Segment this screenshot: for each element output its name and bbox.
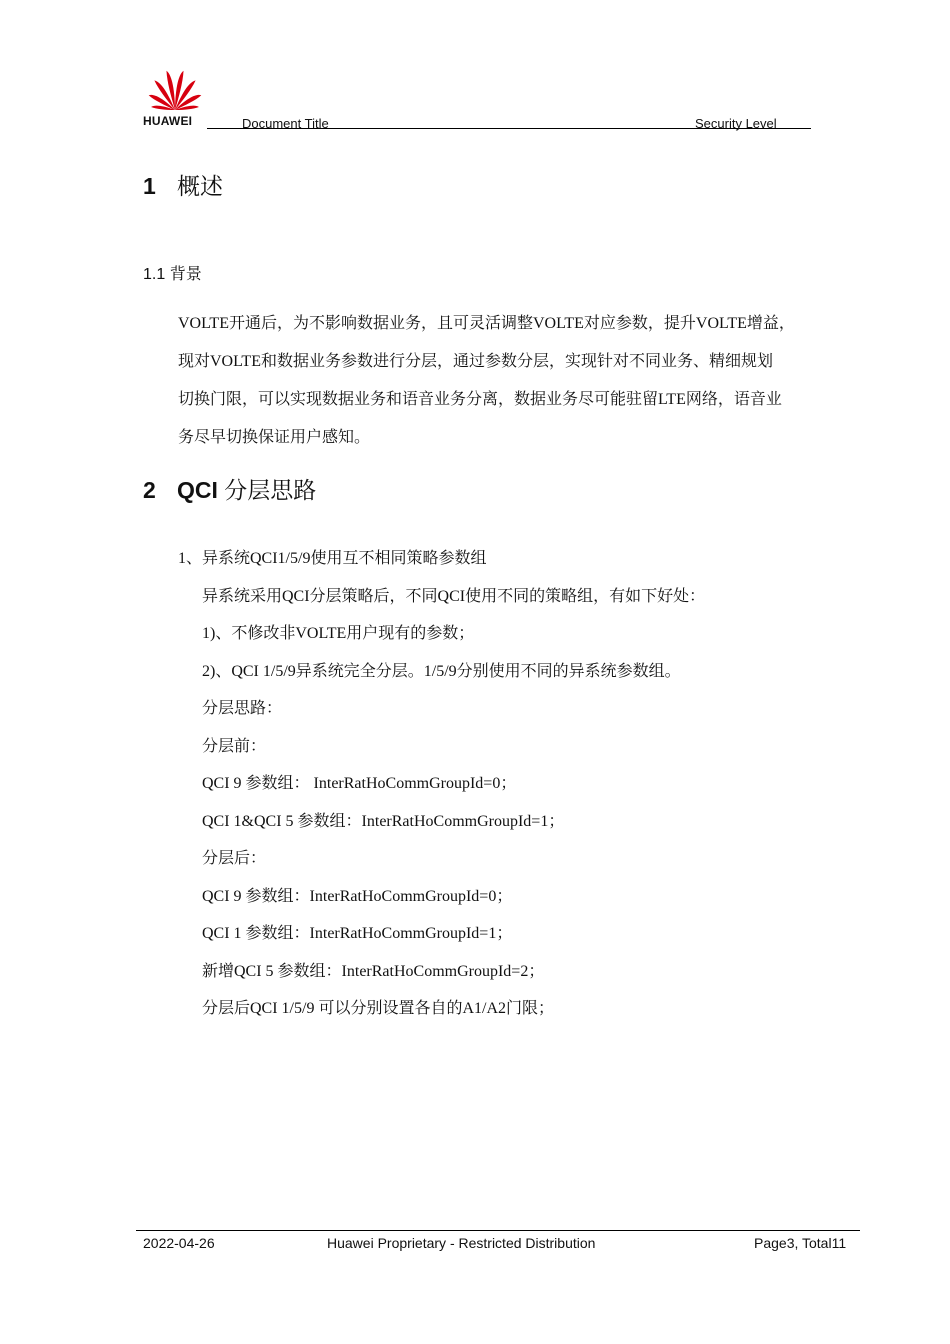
list-item: 分层思路： xyxy=(202,700,283,717)
list-item: 2)、QCI 1/5/9异系统完全分层。1/5/9分别使用不同的异系统参数组。 xyxy=(202,662,681,680)
list-item: QCI 9 参数组：InterRatHoCommGroupId=0； xyxy=(202,887,513,905)
subsection-number: 1.1 xyxy=(143,266,166,283)
list-item: QCI 9 参数组： InterRatHoCommGroupId=0； xyxy=(202,775,517,792)
section-number: 1 xyxy=(143,173,156,199)
list-item: QCI 1&QCI 5 参数组：InterRatHoCommGroupId=1； xyxy=(202,812,565,830)
list-item: QCI 1 参数组：InterRatHoCommGroupId=1； xyxy=(202,925,513,942)
section-number: 2 xyxy=(143,477,156,503)
paragraph-line: 切换门限，可以实现数据业务和语音业务分离，数据业务尽可能驻留LTE网络，语音业 xyxy=(178,391,782,408)
footer-page-number: Page3, Total11 xyxy=(754,1235,847,1251)
list-item: 新增QCI 5 参数组：InterRatHoCommGroupId=2； xyxy=(202,962,545,980)
paragraph-line: 务尽早切换保证用户感知。 xyxy=(178,429,371,446)
list-item: 分层前： xyxy=(202,737,267,755)
huawei-logo xyxy=(143,64,207,130)
list-item: 1)、不修改非VOLTE用户现有的参数； xyxy=(202,625,475,642)
section-title: 概述 xyxy=(177,173,223,199)
paragraph-line: 现对VOLTE和数据业务参数进行分层，通过参数分层，实现针对不同业务、精细规划 xyxy=(178,353,773,370)
footer-rule xyxy=(136,1230,860,1231)
section-title-latin: QCI xyxy=(177,477,218,503)
document-title: Document Title xyxy=(242,116,329,131)
footer-date: 2022-04-26 xyxy=(143,1235,215,1251)
logo-wordmark: HUAWEI xyxy=(143,114,193,128)
section-title: 分层思路 xyxy=(224,477,317,503)
footer-distribution: Huawei Proprietary - Restricted Distribution xyxy=(327,1235,596,1251)
subsection-title: 背景 xyxy=(169,266,202,283)
list-item: 异系统采用QCI分层策略后，不同QCI使用不同的策略组，有如下好处： xyxy=(202,587,706,605)
qci-layering-list xyxy=(178,540,705,1028)
heading-section-1-1 xyxy=(143,264,202,286)
huawei-flower-icon xyxy=(145,64,205,112)
heading-section-2 xyxy=(143,476,316,504)
paragraph-line: VOLTE开通后，为不影响数据业务，且可灵活调整VOLTE对应参数，提升VOLTE增益， xyxy=(178,315,795,332)
list-item: 分层后QCI 1/5/9 可以分别设置各自的A1/A2门限； xyxy=(202,1000,555,1017)
background-paragraph xyxy=(178,305,818,457)
heading-section-1 xyxy=(143,172,223,200)
list-item: 分层后： xyxy=(202,850,267,867)
security-level: Security Level xyxy=(695,116,777,131)
list-item: 1、异系统QCI1/5/9使用互不相同策略参数组 xyxy=(178,550,487,567)
